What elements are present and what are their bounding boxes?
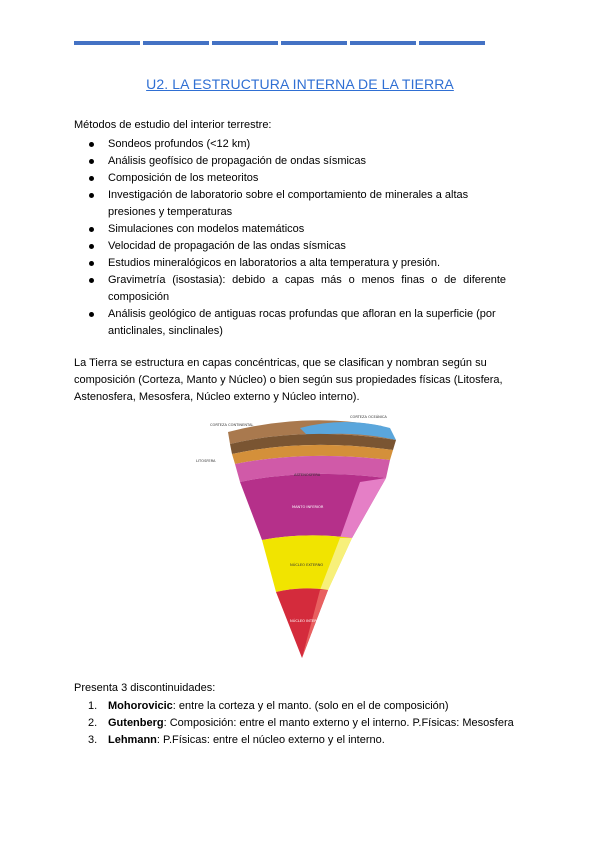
list-item xyxy=(88,698,528,715)
label-manto-inferior: MANTO INFERIOR xyxy=(292,505,324,509)
header-rule xyxy=(74,41,485,45)
list-item xyxy=(88,715,528,732)
methods-list xyxy=(86,136,506,340)
list-item: Estudios mineralógicos en laboratorios a alta temperatura y presión. xyxy=(86,255,506,272)
layers-paragraph: La Tierra se estructura en capas concéntricas, que se clasifican y nombran según su composición (Corteza, Manto y Núcleo) o bien según sus propiedades físicas (Litosfera, Astenosfera, Mesosfera, Núcleo externo y Núcleo interno). xyxy=(74,357,503,403)
list-item: Investigación de laboratorio sobre el comportamiento de minerales a altas presiones y temperaturas xyxy=(86,187,506,221)
discontinuity-text: : entre la corteza y el manto. (solo en el de composición) xyxy=(172,700,449,712)
label-corteza-oceanica: CORTEZA OCEÁNICA xyxy=(350,415,387,419)
discontinuity-name: Mohorovicic xyxy=(108,700,173,712)
earth-structure-diagram xyxy=(190,410,420,660)
list-number: 2. xyxy=(88,717,98,729)
methods-intro: Métodos de estudio del interior terrestre: xyxy=(74,119,272,131)
list-item: Velocidad de propagación de las ondas sísmicas xyxy=(86,238,506,255)
label-nucleo-externo: NÚCLEO EXTERNO xyxy=(290,563,324,567)
discontinuity-name: Lehmann xyxy=(108,734,157,746)
header-rule-segment xyxy=(281,41,347,45)
header-rule-segment xyxy=(350,41,416,45)
list-item: Sondeos profundos (<12 km) xyxy=(86,136,506,153)
list-number: 3. xyxy=(88,734,98,746)
header-rule-segment xyxy=(419,41,485,45)
list-item: Simulaciones con modelos matemáticos xyxy=(86,221,506,238)
page-title: U2. LA ESTRUCTURA INTERNA DE LA TIERRA xyxy=(146,76,454,92)
discontinuities-list xyxy=(88,698,528,749)
discontinuities-intro: Presenta 3 discontinuidades: xyxy=(74,682,216,694)
list-item: Análisis geológico de antiguas rocas profundas que afloran en la superficie (por anticlinales, sinclinales) xyxy=(86,306,506,340)
list-item: Gravimetría (isostasia): debido a capas más o menos finas o de diferente composición xyxy=(86,272,506,306)
header-rule-segment xyxy=(143,41,209,45)
discontinuity-text: : Composición: entre el manto externo y el interno. P.Físicas: Mesosfera xyxy=(163,717,514,729)
list-item: Análisis geofísico de propagación de ondas sísmicas xyxy=(86,153,506,170)
label-litosfera: LITOSFERA xyxy=(196,459,216,463)
header-rule-segment xyxy=(212,41,278,45)
list-item xyxy=(88,732,528,749)
label-nucleo-interno: NÚCLEO INTERNO xyxy=(290,619,323,623)
list-item: Composición de los meteoritos xyxy=(86,170,506,187)
discontinuity-text: : P.Físicas: entre el núcleo externo y el interno. xyxy=(156,734,385,746)
discontinuity-name: Gutenberg xyxy=(108,717,164,729)
header-rule-segment xyxy=(74,41,140,45)
list-number: 1. xyxy=(88,700,98,712)
label-corteza-continental: CORTEZA CONTINENTAL xyxy=(210,423,254,427)
label-astenosfera: ASTENOSFERA xyxy=(294,473,321,477)
